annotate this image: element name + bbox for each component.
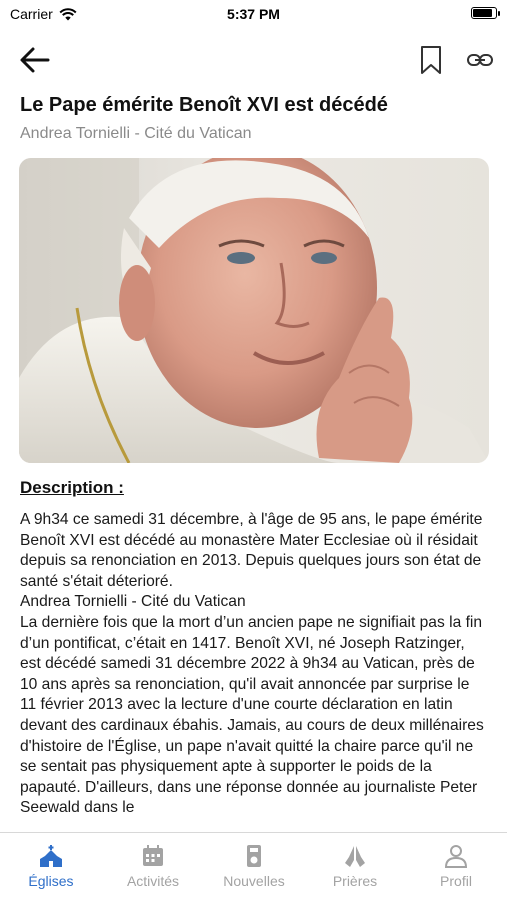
article-body (20, 510, 488, 832)
tab-label: Prières (332, 873, 378, 889)
article-paragraph: Andrea Tornielli - Cité du Vatican (20, 593, 246, 611)
tab-activites[interactable] (118, 833, 188, 893)
person-icon (443, 843, 469, 869)
article-author: Andrea Tornielli - Cité du Vatican (20, 125, 252, 142)
tab-bar (0, 832, 507, 901)
tab-label: Activités (126, 873, 180, 889)
article-title: Le Pape émérite Benoît XVI est décédé (20, 94, 388, 116)
church-icon (38, 843, 64, 869)
bookmark-icon[interactable] (418, 44, 444, 76)
tab-nouvelles[interactable] (216, 833, 292, 893)
navigation-bar (0, 36, 507, 84)
tab-eglises[interactable] (18, 833, 84, 893)
status-bar (0, 0, 507, 28)
battery-icon (471, 7, 497, 19)
tab-label: Églises (28, 873, 74, 889)
status-time: 5:37 PM (227, 6, 280, 22)
link-icon[interactable] (466, 48, 494, 72)
news-icon (241, 843, 267, 869)
tab-prieres[interactable] (323, 833, 387, 893)
praying-hands-icon (342, 843, 368, 869)
back-arrow-icon[interactable] (18, 44, 52, 76)
description-heading: Description : (20, 478, 124, 497)
tab-label: Profil (440, 873, 472, 889)
carrier-label: Carrier (10, 6, 53, 22)
article-paragraph: A 9h34 ce samedi 31 décembre, à l'âge de 95 ans, le pape émérite Benoît XVI est décédé au monastère Mater Ecclesiae où il résidait depuis sa renonciation en 2013. Depuis quelques jours son état de santé s'était déterioré. (20, 511, 483, 590)
tab-label: Nouvelles (223, 873, 285, 889)
calendar-icon (140, 843, 166, 869)
article-paragraph: La dernière fois que la mort d’un ancien pape ne signifiait pas la fin d’un pontificat, c’était en 1417. Benoît XVI, né Joseph Ratzinger, est décédé samedi 31 décembre 2022 à 9h34 au Vatican, près de 10 ans après sa renonciation, qu'il avait annoncée par surprise le 11 février 2013 avec la lecture d'une courte déclaration en latin devant des cardinaux ébahis. Jamais, au cours de deux millénaires d'histoire de l'Église, un pape n'avait quitté la chaire parce qu'il ne se sentait pas physiquement apte à supporter le poids de la papauté. D'ailleurs, dans une réponse donnée au journaliste Peter Seewald dans le (20, 613, 484, 817)
tab-profil[interactable] (428, 833, 484, 893)
article-photo (19, 158, 489, 463)
